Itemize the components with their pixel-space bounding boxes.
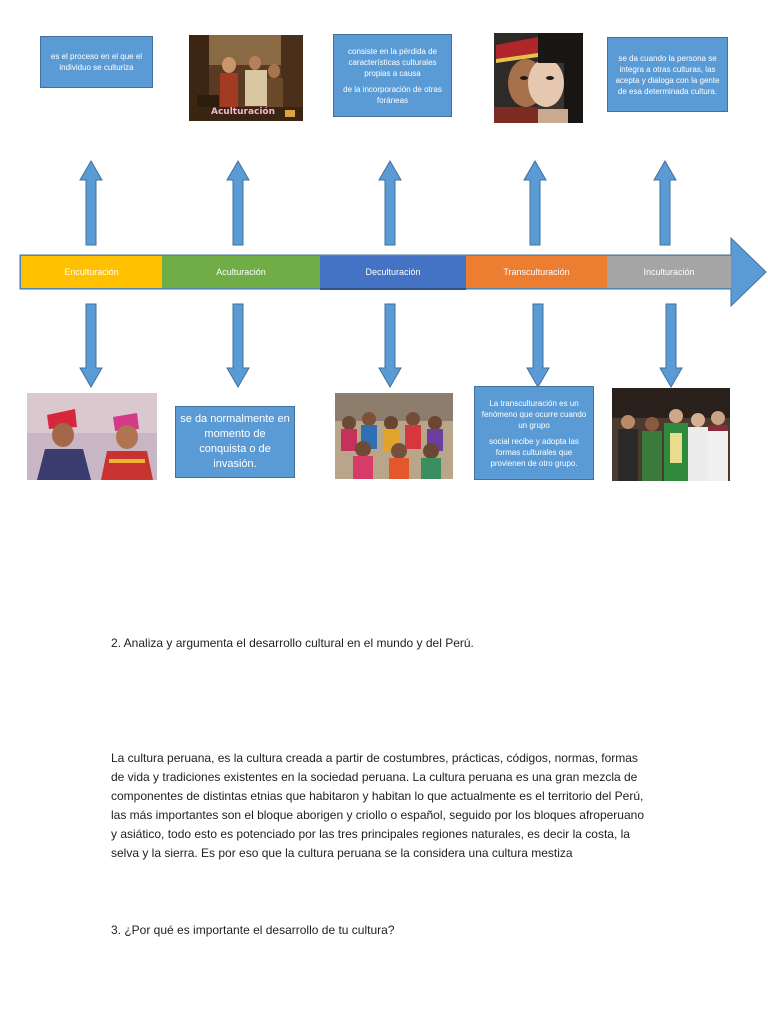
inculturacion-ceremony-image: [612, 388, 730, 481]
aculturacion-definition-text: se da normalmente en momento de conquista o de invasión.: [180, 413, 290, 470]
enculturacion-definition-text: es el proceso en el que el individuo se culturiza: [50, 52, 143, 72]
up-arrow-icon: [654, 161, 676, 245]
timeline-segment-inculturacion: Inculturación: [607, 256, 731, 288]
down-arrow-icon: [660, 304, 682, 387]
timeline-segment-transculturacion: Transculturación: [466, 256, 607, 288]
question-3: 3. ¿Por qué es importante el desarrollo de tu cultura?: [111, 923, 395, 937]
aculturacion-definition-box: [175, 406, 295, 478]
inculturacion-definition-text: se da cuando la persona se integra a otras culturas, las acepta y dialoga con la gente de esa determinada cultura.: [615, 53, 720, 96]
down-arrow-icon: [227, 304, 249, 387]
aculturacion-image-caption: Aculturación: [211, 107, 276, 117]
timeline-segment-aculturacion: Aculturación: [162, 256, 320, 288]
transculturacion-definition-box: [474, 386, 594, 480]
down-arrow-icon: [379, 304, 401, 387]
timeline-segment-enculturacion: Enculturación: [21, 256, 162, 288]
deculturacion-definition-text-1: consiste en la pérdida de características culturales propias a causa: [348, 46, 437, 78]
timeline-arrows-layer: [0, 0, 768, 400]
transculturacion-definition-text-1: La transculturación es un fenómeno que ocurre cuando un grupo: [481, 398, 587, 430]
transculturacion-definition-text-2: social recibe y adopta las formas culturales que provienen de otro grupo.: [489, 436, 579, 468]
up-arrow-icon: [80, 161, 102, 245]
down-arrow-icon: [80, 304, 102, 387]
up-arrow-icon: [379, 161, 401, 245]
timeline-segment-deculturacion: Deculturación: [320, 256, 466, 290]
down-arrow-icon: [527, 304, 549, 387]
deculturacion-definition-text-2: de la incorporación de otras foráneas: [343, 84, 442, 105]
enculturacion-andean-men-image: [27, 393, 157, 480]
answer-paragraph: La cultura peruana, es la cultura creada a partir de costumbres, prácticas, códigos, normas, formas de vida y tradiciones existentes en la sociedad peruana. La cultura peruana es una gran mezcla de componentes de distintas etnias que habitaron y habitan lo que actualmente es el territorio del Perú, las más importantes son el bloque aborigen y criollo o español, seguido por los bloques afroperuano y asiático, todo esto es potenciado por las tres principales regiones naturales, es decir la costa, la selva y la sierra. Es por eso que la cultura peruana se la considera una cultura mestiza: [111, 751, 644, 860]
deculturacion-children-image: [335, 393, 453, 479]
question-2: 2. Analiza y argumenta el desarrollo cultural en el mundo y del Perú.: [111, 636, 474, 650]
up-arrow-icon: [524, 161, 546, 245]
up-arrow-icon: [227, 161, 249, 245]
